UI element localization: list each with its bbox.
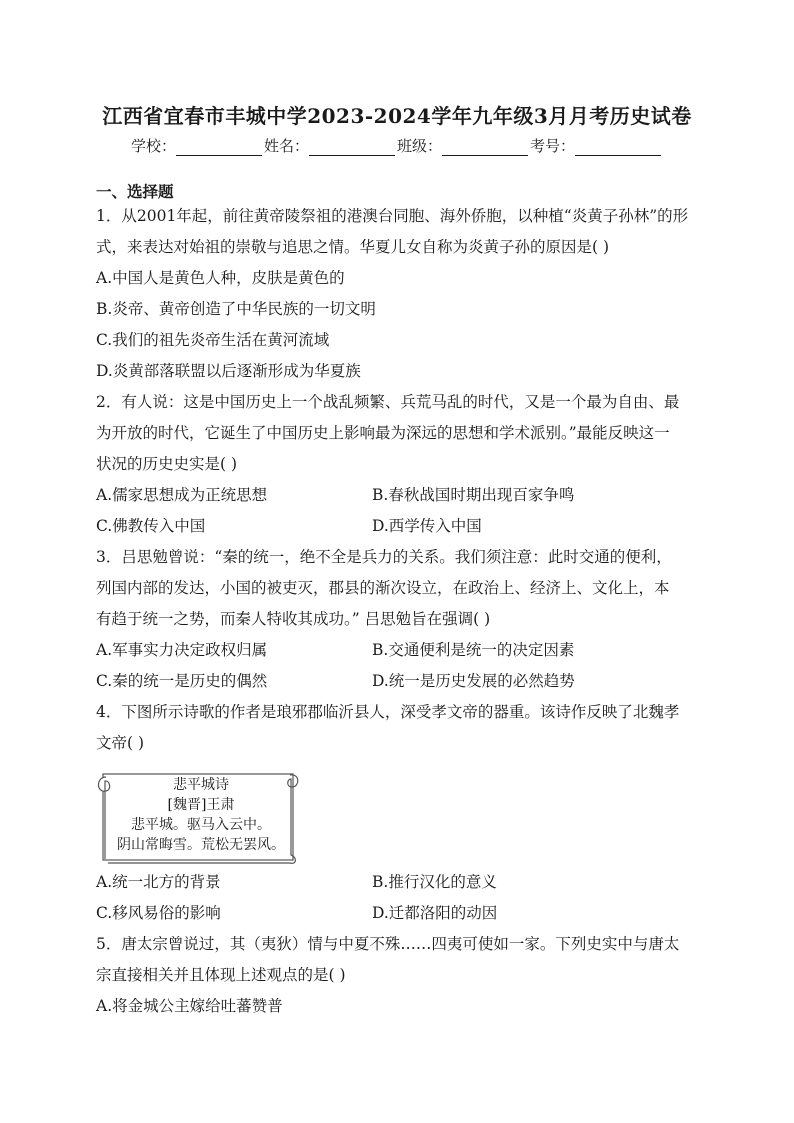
question-3-option-c[interactable]: C.秦的统一是历史的偶然 xyxy=(96,672,268,690)
question-2-line-1: 2．有人说：这是中国历史上一个战乱频繁、兵荒马乱的时代，又是一个最为自由、最 xyxy=(96,393,680,411)
question-4-line-2: 文帝( ) xyxy=(96,734,145,752)
question-2-options-row-2 xyxy=(96,511,700,542)
question-3 xyxy=(96,542,700,697)
question-1-line-2: 式，来表达对始祖的崇敬与追思之情。华夏儿女自称为炎黄子孙的原因是( ) xyxy=(96,238,610,256)
question-3-option-d[interactable]: D.统一是历史发展的必然趋势 xyxy=(372,672,575,690)
name-label: 姓名： xyxy=(263,137,309,155)
question-5 xyxy=(96,929,700,1022)
question-4-options-row-2 xyxy=(96,898,700,929)
question-4-options-row-1 xyxy=(96,867,700,898)
question-4 xyxy=(96,697,700,929)
question-4-option-b[interactable]: B.推行汉化的意义 xyxy=(372,873,497,891)
question-4-option-d[interactable]: D.迁都洛阳的动因 xyxy=(372,904,498,922)
exam-title: 江西省宜春市丰城中学2023-2024学年九年级3月月考历史试卷 xyxy=(102,104,692,128)
exam-number-blank[interactable] xyxy=(575,140,661,156)
question-2-options-row-1 xyxy=(96,480,700,511)
question-4-option-c[interactable]: C.移风易俗的影响 xyxy=(96,904,221,922)
question-5-option-a[interactable]: A.将金城公主嫁给吐蕃赞普 xyxy=(96,997,283,1015)
question-3-line-1: 3．吕思勉曾说：“秦的统一，绝不全是兵力的关系。我们须注意：此时交通的便利， xyxy=(96,548,672,566)
question-3-line-2: 列国内部的发达，小国的被吏灭，郡县的渐次设立，在政治上、经济上、文化上，本 xyxy=(96,579,670,597)
questions xyxy=(96,201,700,1022)
question-1-option-b[interactable]: B.炎帝、黄帝创造了中华民族的一切文明 xyxy=(96,300,376,318)
poem-line-1: 悲平城。驱马入云中。 xyxy=(131,817,271,833)
poem-title: 悲平城诗 xyxy=(173,777,229,793)
question-1-option-d[interactable]: D.炎黄部落联盟以后逐渐形成为华夏族 xyxy=(96,362,361,380)
question-5-line-2: 宗直接相关并且体现上述观点的是( ) xyxy=(96,966,346,984)
question-2-option-c[interactable]: C.佛教传入中国 xyxy=(96,517,206,535)
class-label: 班级： xyxy=(397,137,443,155)
question-3-options-row-1 xyxy=(96,635,700,666)
question-1-option-a[interactable]: A.中国人是黄色人种，皮肤是黄色的 xyxy=(96,269,345,287)
question-4-option-a[interactable]: A.统一北方的背景 xyxy=(96,873,221,891)
school-blank[interactable] xyxy=(176,140,262,156)
question-3-option-b[interactable]: B.交通便利是统一的决定因素 xyxy=(372,641,575,659)
name-blank[interactable] xyxy=(309,140,395,156)
exam-number-label: 考号： xyxy=(530,137,576,155)
question-2 xyxy=(96,387,700,542)
student-info-row xyxy=(0,135,794,156)
question-2-line-3: 状况的历史史实是( ) xyxy=(96,455,238,473)
question-2-option-b[interactable]: B.春秋战国时期出现百家争鸣 xyxy=(372,486,575,504)
class-blank[interactable] xyxy=(442,140,528,156)
question-2-line-2: 为开放的时代，它诞生了中国历史上影响最为深远的思想和学术派别。”最能反映这一 xyxy=(96,424,670,442)
question-3-option-a[interactable]: A.军事实力决定政权归属 xyxy=(96,641,268,659)
school-label: 学校： xyxy=(130,137,176,155)
section-title: 一、选择题 xyxy=(96,182,174,201)
question-5-line-1: 5．唐太宗曾说过，其（夷狄）情与中夏不殊……四夷可使如一家。下列史实中与唐太 xyxy=(96,935,680,953)
question-4-line-1: 4．下图所示诗歌的作者是琅邪郡临沂县人，深受孝文帝的器重。该诗作反映了北魏孝 xyxy=(96,703,680,721)
poem-text xyxy=(96,775,306,855)
question-3-line-3: 有趋于统一之势，而秦人特收其成功。” 吕思勉旨在强调( ) xyxy=(96,610,491,628)
question-1 xyxy=(96,201,700,387)
question-1-line-1: 1．从2001年起，前往黄帝陵祭祖的港澳台同胞、海外侨胞，以种植“炎黄子孙林”的形 xyxy=(96,207,689,225)
poem-author: [魏晋]王肃 xyxy=(167,797,235,813)
question-2-option-a[interactable]: A.儒家思想成为正统思想 xyxy=(96,486,268,504)
question-1-option-c[interactable]: C.我们的祖先炎帝生活在黄河流域 xyxy=(96,331,330,349)
poem-line-2: 阴山常晦雪。荒松无罢风。 xyxy=(117,837,285,853)
poem-scroll-image xyxy=(96,767,700,867)
question-3-options-row-2 xyxy=(96,666,700,697)
question-2-option-d[interactable]: D.西学传入中国 xyxy=(372,517,482,535)
